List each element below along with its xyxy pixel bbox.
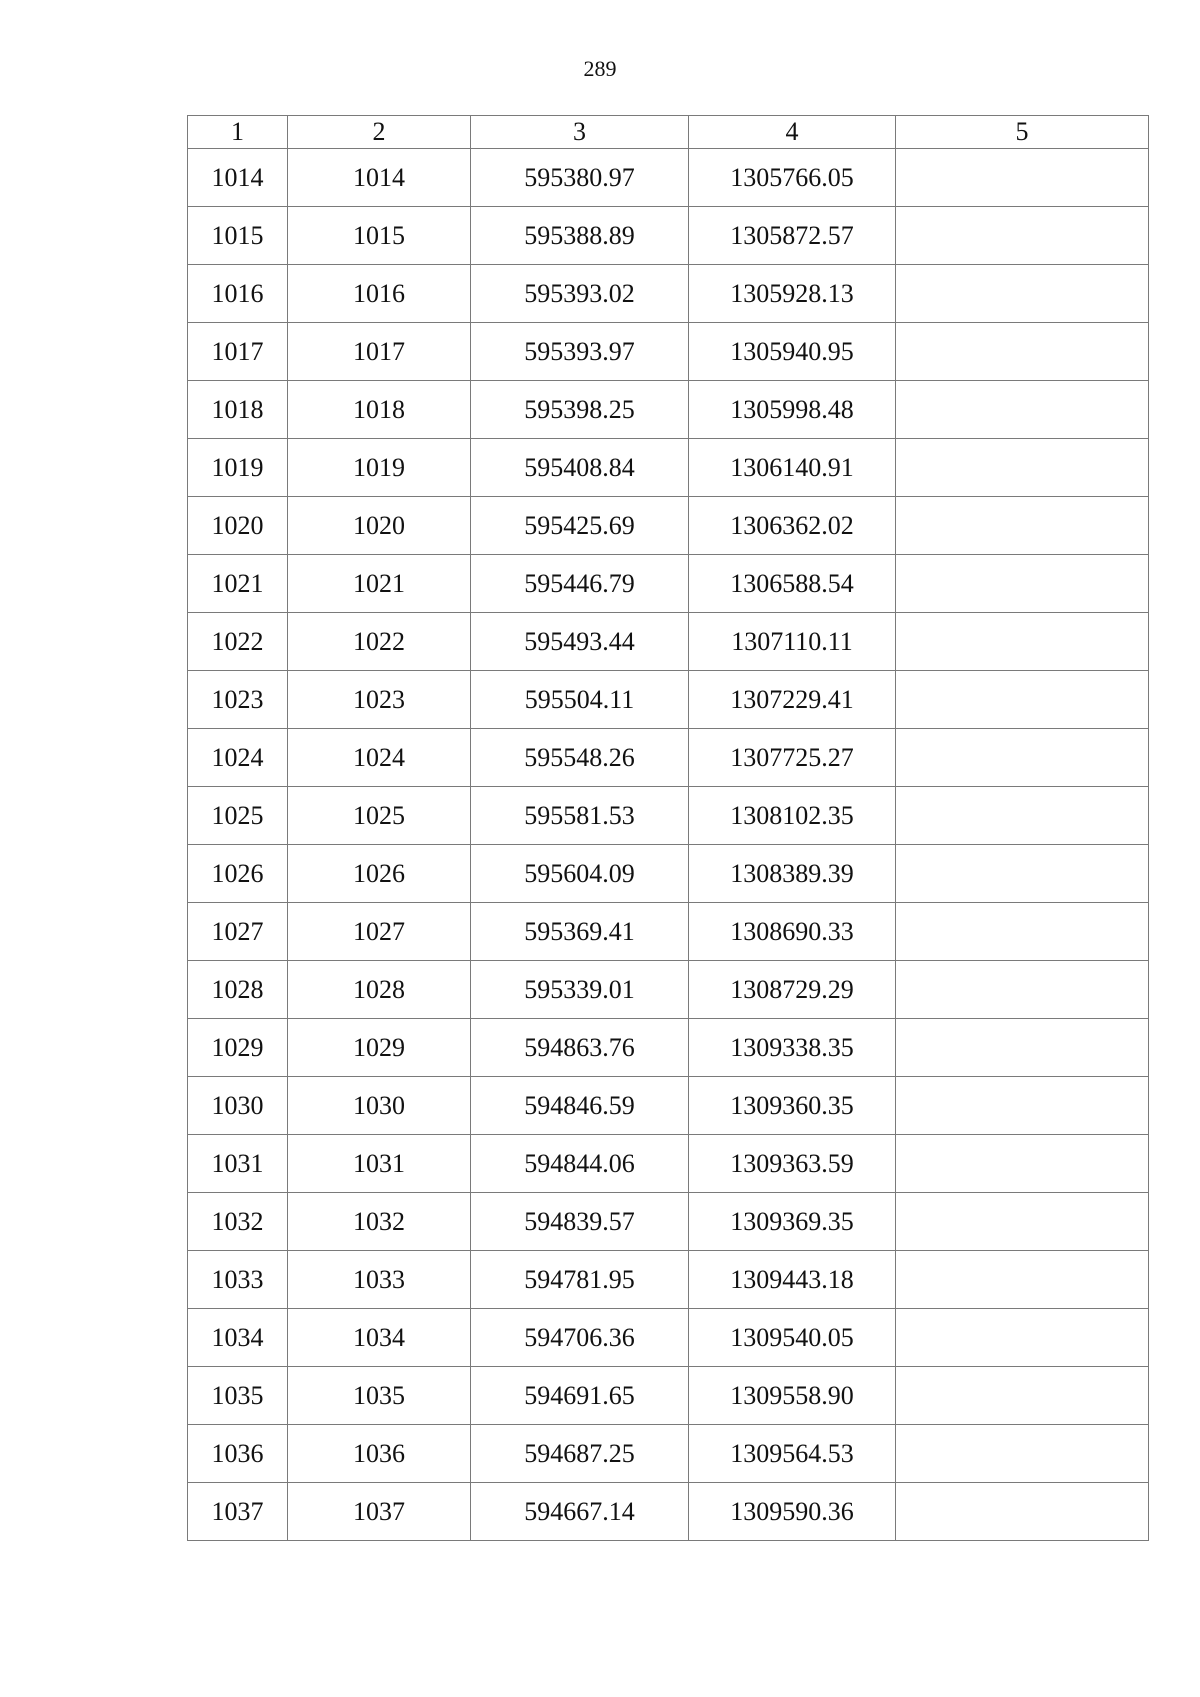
table-row [188,381,1149,439]
table-cell-col-3: 594667.14 [471,1483,689,1541]
table-cell-col-2: 1026 [288,845,471,903]
table-cell-col-4: 1305928.13 [689,265,896,323]
table-cell-col-3: 595446.79 [471,555,689,613]
table-cell-col-5 [896,1309,1149,1367]
table-row [188,1309,1149,1367]
table-row [188,1077,1149,1135]
table-row [188,1425,1149,1483]
page-number: 289 [583,56,617,81]
table-cell-col-3: 595398.25 [471,381,689,439]
table-cell-col-1: 1022 [188,613,288,671]
table-cell-col-5 [896,497,1149,555]
table-cell-col-2: 1022 [288,613,471,671]
table-cell-col-4: 1309590.36 [689,1483,896,1541]
table-cell-col-2: 1017 [288,323,471,381]
table-row [188,1193,1149,1251]
table-cell-col-4: 1306588.54 [689,555,896,613]
table-cell-col-5 [896,149,1149,207]
table-cell-col-1: 1019 [188,439,288,497]
table-cell-col-2: 1025 [288,787,471,845]
column-header-1: 1 [188,116,288,149]
table-cell-col-4: 1307110.11 [689,613,896,671]
table-row [188,323,1149,381]
table-cell-col-3: 595339.01 [471,961,689,1019]
table-cell-col-3: 595548.26 [471,729,689,787]
table-cell-col-1: 1024 [188,729,288,787]
table-cell-col-4: 1306140.91 [689,439,896,497]
table-cell-col-3: 595408.84 [471,439,689,497]
table-cell-col-5 [896,961,1149,1019]
table-row [188,671,1149,729]
table-cell-col-4: 1309540.05 [689,1309,896,1367]
table-row [188,729,1149,787]
table-cell-col-5 [896,381,1149,439]
table-cell-col-3: 594687.25 [471,1425,689,1483]
table-cell-col-2: 1019 [288,439,471,497]
table-cell-col-3: 594863.76 [471,1019,689,1077]
table-cell-col-1: 1037 [188,1483,288,1541]
table-cell-col-3: 594844.06 [471,1135,689,1193]
table-cell-col-5 [896,555,1149,613]
table-cell-col-3: 594781.95 [471,1251,689,1309]
table-cell-col-2: 1016 [288,265,471,323]
table-cell-col-1: 1021 [188,555,288,613]
table-cell-col-4: 1309369.35 [689,1193,896,1251]
table-row [188,903,1149,961]
column-header-2: 2 [288,116,471,149]
table-cell-col-4: 1309363.59 [689,1135,896,1193]
table-cell-col-2: 1020 [288,497,471,555]
table-cell-col-2: 1023 [288,671,471,729]
table-cell-col-2: 1014 [288,149,471,207]
table-cell-col-4: 1309558.90 [689,1367,896,1425]
table-cell-col-2: 1027 [288,903,471,961]
table-cell-col-5 [896,207,1149,265]
table-cell-col-1: 1035 [188,1367,288,1425]
table-cell-col-4: 1306362.02 [689,497,896,555]
table-cell-col-1: 1032 [188,1193,288,1251]
column-header-4: 4 [689,116,896,149]
table-cell-col-3: 595604.09 [471,845,689,903]
table-cell-col-1: 1029 [188,1019,288,1077]
table-cell-col-5 [896,1425,1149,1483]
table-cell-col-1: 1030 [188,1077,288,1135]
table-header [188,116,1149,149]
table-row [188,613,1149,671]
table-cell-col-2: 1024 [288,729,471,787]
table-cell-col-5 [896,1077,1149,1135]
table-cell-col-5 [896,439,1149,497]
table-cell-col-2: 1028 [288,961,471,1019]
table-cell-col-4: 1305998.48 [689,381,896,439]
table-cell-col-5 [896,1367,1149,1425]
table-cell-col-3: 595504.11 [471,671,689,729]
table-cell-col-4: 1309338.35 [689,1019,896,1077]
table-cell-col-5 [896,729,1149,787]
table-cell-col-2: 1031 [288,1135,471,1193]
table-cell-col-4: 1305872.57 [689,207,896,265]
table-cell-col-4: 1307229.41 [689,671,896,729]
table-cell-col-4: 1308729.29 [689,961,896,1019]
table-cell-col-3: 595393.02 [471,265,689,323]
table-cell-col-4: 1305940.95 [689,323,896,381]
table-cell-col-5 [896,671,1149,729]
table-cell-col-5 [896,845,1149,903]
table-cell-col-2: 1018 [288,381,471,439]
table-cell-col-1: 1020 [188,497,288,555]
table-cell-col-1: 1036 [188,1425,288,1483]
table-body [188,149,1149,1541]
table-row [188,1483,1149,1541]
table-row [188,149,1149,207]
table-cell-col-4: 1305766.05 [689,149,896,207]
table-cell-col-1: 1026 [188,845,288,903]
table-cell-col-5 [896,903,1149,961]
table-cell-col-1: 1016 [188,265,288,323]
table-cell-col-2: 1029 [288,1019,471,1077]
table-row [188,787,1149,845]
table-cell-col-5 [896,1193,1149,1251]
table-cell-col-2: 1032 [288,1193,471,1251]
table-cell-col-4: 1308102.35 [689,787,896,845]
table-row [188,1135,1149,1193]
table-cell-col-3: 595493.44 [471,613,689,671]
table-cell-col-1: 1028 [188,961,288,1019]
header-row [188,116,1149,149]
table-cell-col-4: 1309443.18 [689,1251,896,1309]
table-row [188,1019,1149,1077]
table-cell-col-2: 1030 [288,1077,471,1135]
table-cell-col-3: 595388.89 [471,207,689,265]
table-cell-col-3: 594691.65 [471,1367,689,1425]
table-cell-col-2: 1035 [288,1367,471,1425]
table-cell-col-1: 1031 [188,1135,288,1193]
table-cell-col-1: 1017 [188,323,288,381]
column-header-3: 3 [471,116,689,149]
table-cell-col-2: 1021 [288,555,471,613]
table-cell-col-1: 1027 [188,903,288,961]
table-cell-col-3: 595581.53 [471,787,689,845]
table-cell-col-3: 594706.36 [471,1309,689,1367]
table-cell-col-1: 1018 [188,381,288,439]
table-cell-col-3: 595393.97 [471,323,689,381]
table-cell-col-1: 1015 [188,207,288,265]
table-cell-col-5 [896,1135,1149,1193]
table-cell-col-1: 1014 [188,149,288,207]
table-cell-col-3: 595425.69 [471,497,689,555]
table-cell-col-2: 1037 [288,1483,471,1541]
table-cell-col-2: 1034 [288,1309,471,1367]
table-cell-col-5 [896,787,1149,845]
table-cell-col-5 [896,1251,1149,1309]
table-row [188,1251,1149,1309]
table-cell-col-1: 1025 [188,787,288,845]
table-row [188,961,1149,1019]
table-cell-col-3: 595369.41 [471,903,689,961]
table-row [188,497,1149,555]
table-cell-col-5 [896,1019,1149,1077]
table-cell-col-3: 594846.59 [471,1077,689,1135]
table-cell-col-5 [896,1483,1149,1541]
table-cell-col-4: 1308389.39 [689,845,896,903]
table-row [188,555,1149,613]
table-cell-col-4: 1309360.35 [689,1077,896,1135]
table-cell-col-2: 1036 [288,1425,471,1483]
table-cell-col-2: 1015 [288,207,471,265]
table-cell-col-1: 1034 [188,1309,288,1367]
table-cell-col-5 [896,265,1149,323]
table-row [188,845,1149,903]
column-header-5: 5 [896,116,1149,149]
table-row [188,439,1149,497]
table-cell-col-1: 1023 [188,671,288,729]
table-cell-col-2: 1033 [288,1251,471,1309]
table-cell-col-4: 1308690.33 [689,903,896,961]
table-cell-col-5 [896,323,1149,381]
table-row [188,1367,1149,1425]
table-cell-col-4: 1307725.27 [689,729,896,787]
coordinates-table [187,115,1149,1541]
table-cell-col-3: 594839.57 [471,1193,689,1251]
table-cell-col-4: 1309564.53 [689,1425,896,1483]
table-cell-col-5 [896,613,1149,671]
table-cell-col-1: 1033 [188,1251,288,1309]
table-cell-col-3: 595380.97 [471,149,689,207]
table-row [188,207,1149,265]
table-row [188,265,1149,323]
